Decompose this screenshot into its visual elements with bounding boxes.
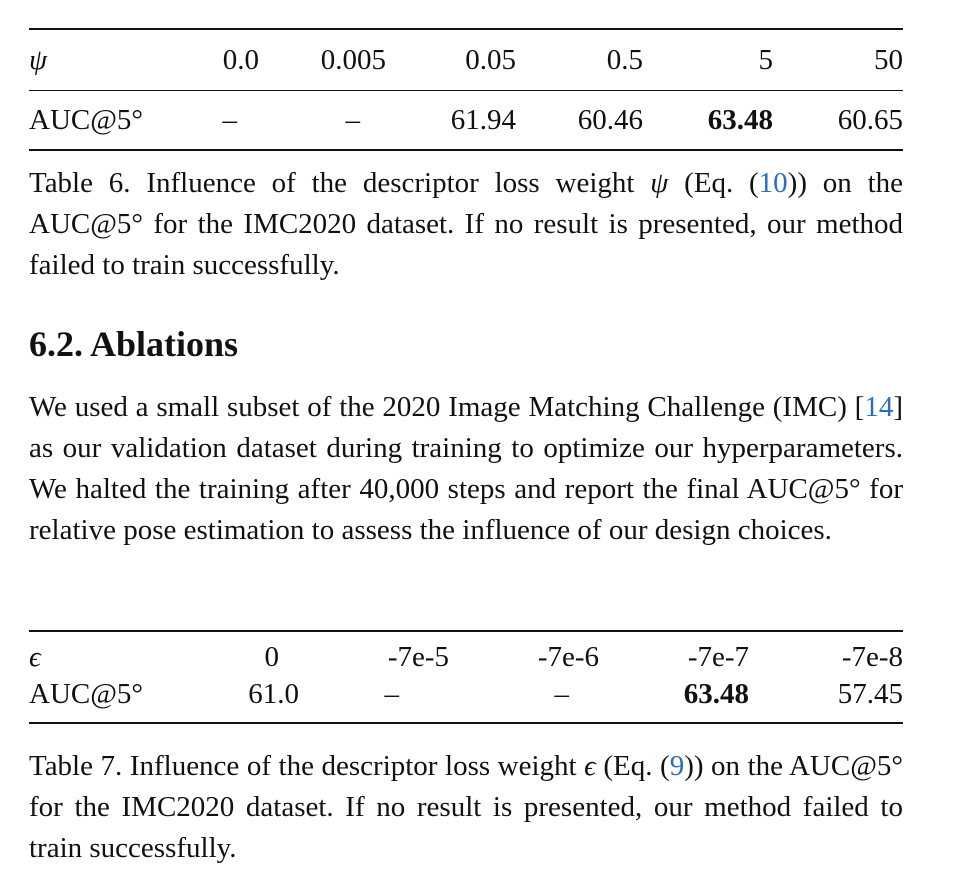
citation-link[interactable]: 14: [864, 391, 894, 423]
row-label: AUC@5°: [29, 91, 175, 151]
table-cell: 0.0: [175, 29, 259, 91]
caption-text: (Eq. (: [595, 750, 670, 782]
best-value-cell: 63.48: [599, 676, 749, 723]
caption-text: )) on the AUC@5° for the IMC2020 dataset. If no result is presented, our method failed to train successfully.: [29, 750, 903, 864]
table-7-caption: [29, 746, 903, 869]
table-cell: 60.65: [773, 91, 903, 151]
table-cell: 5: [643, 29, 773, 91]
table-6-header-row: [29, 29, 903, 91]
best-value-cell: 63.48: [643, 91, 773, 151]
table-cell: 50: [773, 29, 903, 91]
section-heading: 6.2. Ablations: [29, 324, 239, 364]
table-7-header-row: [29, 631, 903, 676]
table-6-auc-row: [29, 91, 903, 151]
table-cell: 0: [175, 631, 299, 676]
table-7: [29, 630, 903, 724]
table-6: [29, 28, 903, 151]
table-cell: 57.45: [749, 676, 903, 723]
table-cell: 61.94: [386, 91, 516, 151]
table-cell: -7e-7: [599, 631, 749, 676]
caption-text: Table 7. Influence of the descriptor loss weight: [29, 750, 585, 782]
table-7-auc-row: [29, 676, 903, 723]
epsilon-symbol: ϵ: [29, 631, 175, 676]
table-cell: -7e-8: [749, 631, 903, 676]
row-label: AUC@5°: [29, 676, 175, 723]
table-cell: 0.5: [516, 29, 643, 91]
table-cell: –: [299, 676, 449, 723]
caption-text: )) on the AUC@5° for the IMC2020 dataset. If no result is presented, our method failed to train successfully.: [29, 167, 904, 281]
psi-symbol: ψ: [29, 29, 175, 91]
table-cell: –: [175, 91, 259, 151]
equation-link[interactable]: 9: [669, 750, 685, 782]
table-cell: -7e-5: [299, 631, 449, 676]
table-cell: 61.0: [175, 676, 299, 723]
epsilon-symbol: ϵ: [584, 750, 596, 782]
section-body: [29, 387, 903, 551]
body-text: We used a small subset of the 2020 Image Matching Challenge (IMC) [: [29, 391, 865, 423]
body-text: ] as our validation dataset during training to optimize our hyperparameters. We halted the training after 40,000 steps and report the final AUC@5° for relative pose estimation to assess the influence of our design choices.: [29, 391, 903, 546]
table-cell: 0.005: [259, 29, 386, 91]
table-cell: –: [449, 676, 599, 723]
caption-text: (Eq. (: [668, 167, 759, 199]
psi-symbol: ψ: [650, 167, 669, 199]
equation-link[interactable]: 10: [758, 167, 788, 199]
table-cell: 0.05: [386, 29, 516, 91]
table-6-caption: [29, 163, 903, 286]
caption-text: Table 6. Influence of the descriptor loss weight: [29, 167, 651, 199]
table-cell: –: [259, 91, 386, 151]
table-cell: -7e-6: [449, 631, 599, 676]
table-cell: 60.46: [516, 91, 643, 151]
